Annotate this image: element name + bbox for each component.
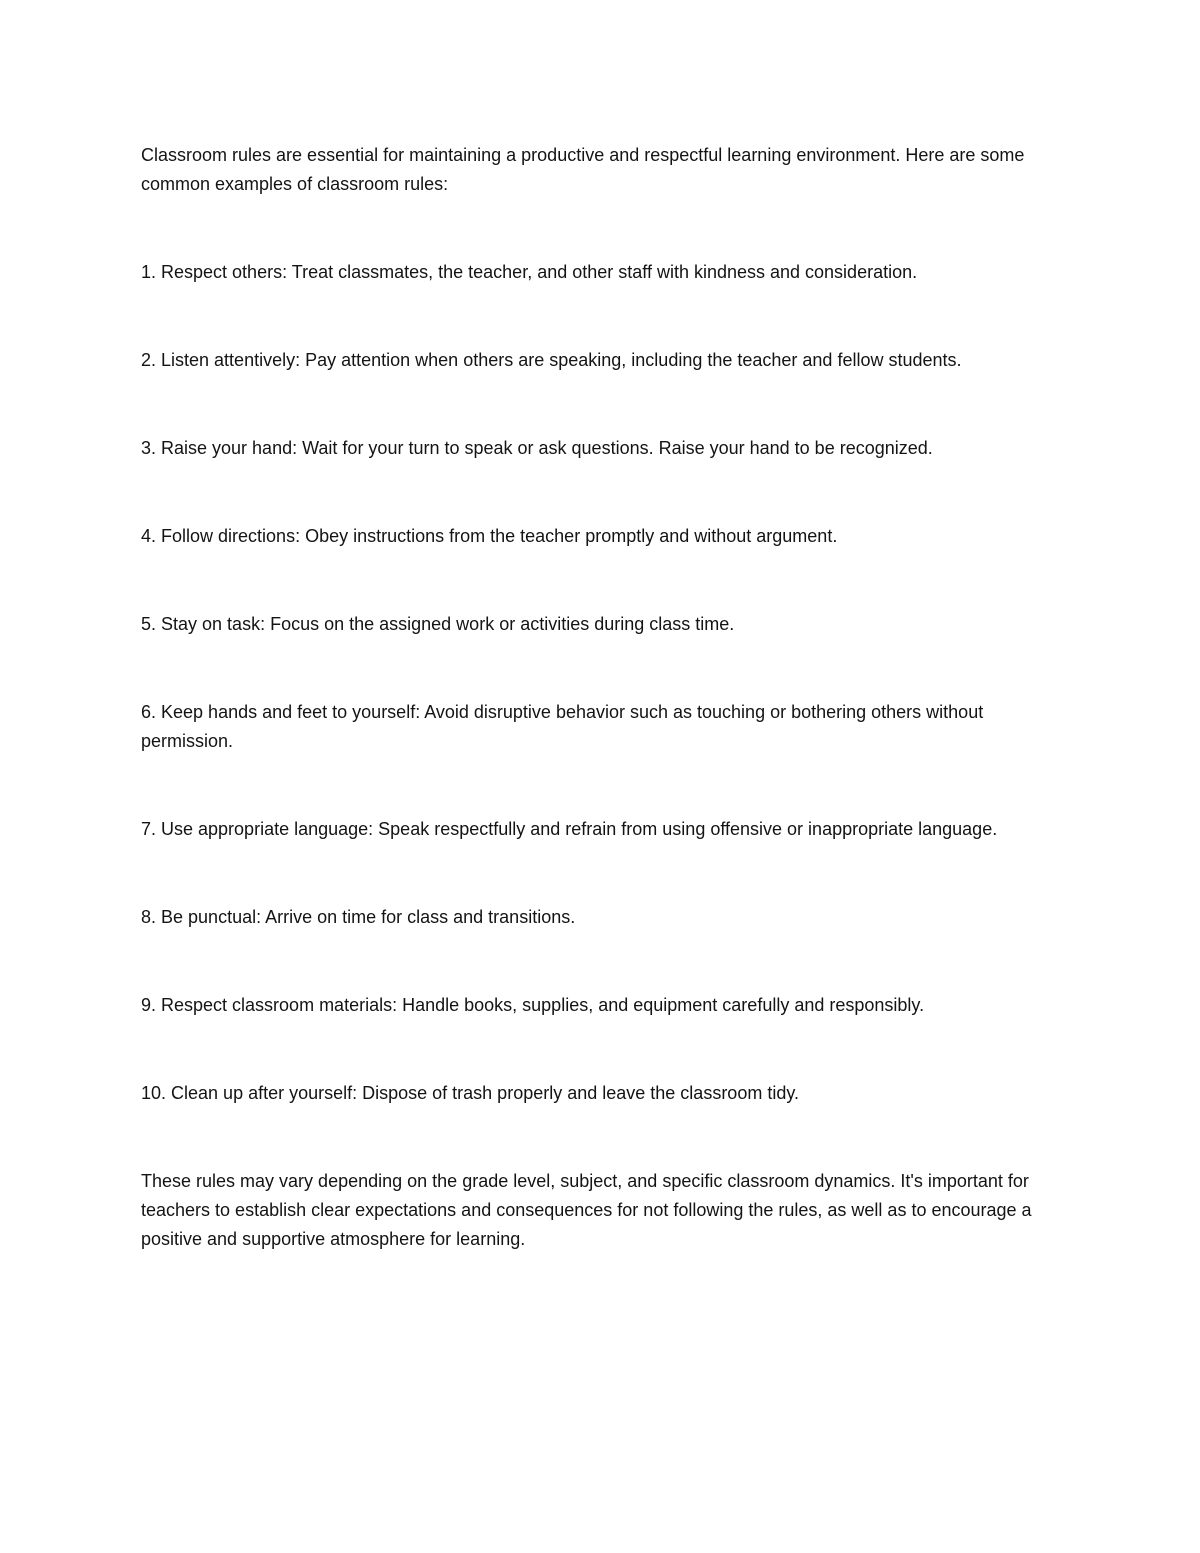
rule-item-7: 7. Use appropriate language: Speak respectfully and refrain from using offensive or inappropriate language.	[141, 819, 998, 839]
rule-item-6: 6. Keep hands and feet to yourself: Avoid disruptive behavior such as touching or bothering others without permission.	[141, 702, 984, 751]
rule-item-10: 10. Clean up after yourself: Dispose of trash properly and leave the classroom tidy.	[141, 1083, 800, 1103]
rule-item-9: 9. Respect classroom materials: Handle books, supplies, and equipment carefully and responsibly.	[141, 995, 925, 1015]
document-body	[141, 141, 1071, 1254]
rule-item-5: 5. Stay on task: Focus on the assigned work or activities during class time.	[141, 614, 735, 634]
rule-item-8: 8. Be punctual: Arrive on time for class and transitions.	[141, 907, 576, 927]
rule-item-2: 2. Listen attentively: Pay attention when others are speaking, including the teacher and fellow students.	[141, 350, 962, 370]
rule-item-1: 1. Respect others: Treat classmates, the teacher, and other staff with kindness and consideration.	[141, 262, 918, 282]
intro-paragraph: Classroom rules are essential for maintaining a productive and respectful learning environment. Here are some common examples of classroom rules:	[141, 145, 1025, 194]
rule-item-3: 3. Raise your hand: Wait for your turn to speak or ask questions. Raise your hand to be recognized.	[141, 438, 933, 458]
rule-item-4: 4. Follow directions: Obey instructions from the teacher promptly and without argument.	[141, 526, 838, 546]
outro-paragraph: These rules may vary depending on the grade level, subject, and specific classroom dynamics. It's important for teachers to establish clear expectations and consequences for not following the rules, as well as to encourage a positive and supportive atmosphere for learning.	[141, 1171, 1032, 1249]
